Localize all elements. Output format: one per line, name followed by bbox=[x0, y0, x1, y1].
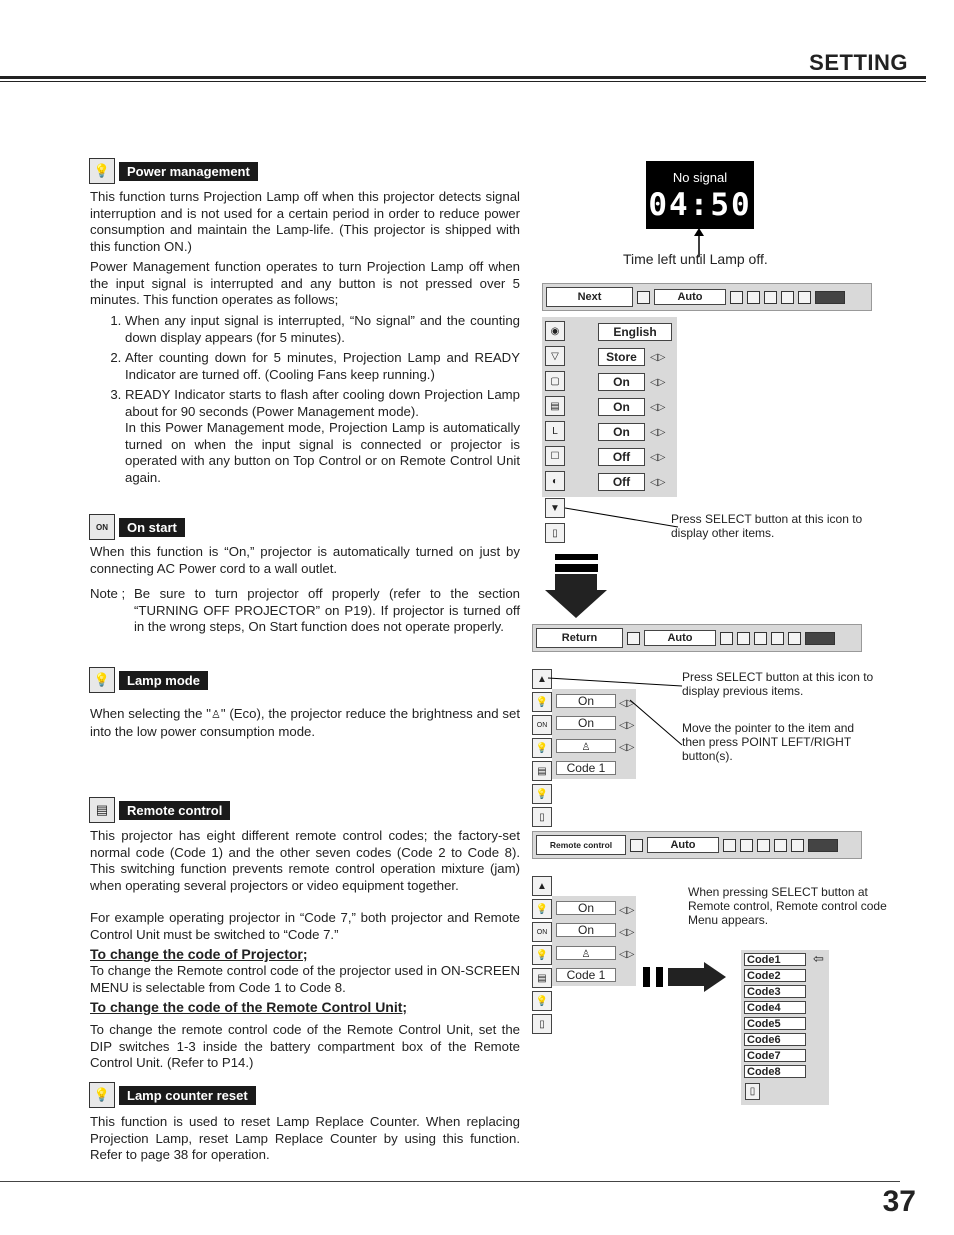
sound-icon bbox=[798, 291, 811, 304]
power-management-p1: This function turns Projection Lamp off when this projector detects signal interruption and is not used for a certain period in order to reduce power consumption and maintain the Lamp-life. (This projector is shipped with this function ON.) bbox=[90, 189, 520, 254]
no-signal-text: No signal bbox=[672, 170, 728, 185]
remote-control-label[interactable]: Remote control bbox=[536, 835, 626, 855]
on-start-icon[interactable]: ON bbox=[532, 922, 552, 942]
code-item-4[interactable]: Code4 bbox=[744, 1001, 806, 1014]
color-icon bbox=[764, 291, 777, 304]
on-start-heading bbox=[89, 514, 185, 540]
remote-control-value[interactable]: Code 1 bbox=[556, 968, 616, 982]
setting-icon[interactable] bbox=[808, 839, 838, 852]
code-item-7[interactable]: Code7 bbox=[744, 1049, 806, 1062]
callout-previous-items: Press SELECT button at this icon to display previous items. bbox=[682, 670, 874, 698]
exit-icon[interactable]: ▯ bbox=[532, 807, 552, 827]
remote-control-icon-menu[interactable]: ▤ bbox=[532, 968, 552, 988]
power-management-value[interactable]: On bbox=[556, 901, 616, 915]
power-management-icon[interactable]: 💡 bbox=[532, 899, 552, 919]
list-item: 1. When any input signal is interrupted, “No signal” and the counting down display appears (for 5 minutes). bbox=[125, 313, 520, 346]
setting-icon[interactable] bbox=[815, 291, 845, 304]
left-right-arrow-icons: ◁▷ ◁▷ ◁▷ bbox=[619, 905, 635, 960]
callout-other-items: Press SELECT button at this icon to display other items. bbox=[671, 512, 863, 540]
blue-back-value[interactable]: On bbox=[598, 373, 645, 391]
change-code-remote-heading: To change the code of the Remote Control Unit; bbox=[90, 999, 408, 1015]
blue-back-icon[interactable]: ▢ bbox=[545, 371, 565, 391]
change-code-projector-heading: To change the code of Projector; bbox=[90, 946, 308, 962]
lamp-counter-title: Lamp counter reset bbox=[119, 1086, 256, 1105]
power-management-icon[interactable]: 💡 bbox=[532, 692, 552, 712]
lamp-counter-icon[interactable]: 💡 bbox=[532, 784, 552, 804]
remote-control-title: Remote control bbox=[119, 801, 230, 820]
list-item: 3. READY Indicator starts to flash after cooling down Projection Lamp about for 90 seconds (Power Management mode). In this Power Management mode, Projection Lamp is automatically turned on when the input signal is connected or projector is operated with any button on Top Control or on Remote Control Unit again. bbox=[125, 387, 520, 486]
change-code-projector-text: To change the Remote control code of the projector used in ON-SCREEN MENU is selectable from Code 1 to Code 8. bbox=[90, 963, 520, 995]
eco-lamp-icon: ♙ bbox=[581, 742, 591, 753]
code-item-3[interactable]: Code3 bbox=[744, 985, 806, 998]
sound-icon bbox=[791, 839, 804, 852]
power-management-title: Power management bbox=[119, 162, 258, 181]
lamp-mode-icon-menu[interactable]: 💡 bbox=[532, 945, 552, 965]
header-rule bbox=[0, 76, 926, 79]
power-plug-icon: ON bbox=[89, 514, 115, 540]
callout-line bbox=[560, 500, 680, 530]
code-item-5[interactable]: Code5 bbox=[744, 1017, 806, 1030]
lamp-mode-text-a: When selecting the " bbox=[90, 706, 211, 721]
picture-icon bbox=[774, 839, 787, 852]
lamp-counter-heading bbox=[89, 1082, 256, 1108]
settings-icon-column-3 bbox=[532, 876, 552, 1034]
lamp-mode-heading bbox=[89, 667, 208, 693]
callout-lines bbox=[545, 670, 685, 770]
lamp-mode-value[interactable] bbox=[556, 946, 616, 960]
screen-icon bbox=[737, 632, 750, 645]
menu-bar-return[interactable] bbox=[532, 624, 862, 652]
display-value[interactable]: On bbox=[598, 398, 645, 416]
menu-bar-remote[interactable] bbox=[532, 831, 862, 859]
change-code-remote-text: To change the remote control code of the Remote Control Unit, set the DIP switches 1-3 inside the battery compartment box of the Remote Control Unit. (Refer to P14.) bbox=[90, 1022, 520, 1070]
lamp-counter-icon[interactable]: 💡 bbox=[532, 991, 552, 1011]
language-icon[interactable]: ◉ bbox=[545, 321, 565, 341]
lamp-mode-title: Lamp mode bbox=[119, 671, 208, 690]
list-item: 2. After counting down for 5 minutes, Projection Lamp and READY Indicator are turned off. (Cooling Fans keep running.) bbox=[125, 350, 520, 383]
lcd-caption: Time left until Lamp off. bbox=[623, 251, 768, 267]
pointer-arrow-icon: ⇦ bbox=[813, 951, 824, 966]
lamp-mode-text-b: " (Eco), the projector reduce the brightness and set into the low power consumption mode. bbox=[90, 706, 520, 739]
code-item-8[interactable]: Code8 bbox=[744, 1065, 806, 1078]
picture-icon bbox=[781, 291, 794, 304]
on-start-value[interactable]: On bbox=[556, 716, 616, 730]
color-icon bbox=[757, 839, 770, 852]
eco-lamp-icon: ♙ bbox=[581, 949, 591, 960]
power-management-p2: Power Management function operates to turn Projection Lamp off when the input signal is interrupted and any button is not pressed over 5 minutes. This function operates as follows; bbox=[90, 259, 520, 307]
left-right-arrow-icons: ◁▷ ◁▷ ◁▷ ◁▷ ◁▷ ◁▷ bbox=[650, 352, 666, 488]
power-management-value[interactable]: On bbox=[556, 694, 616, 708]
auto-field[interactable]: Auto bbox=[654, 289, 726, 305]
logo-value[interactable]: On bbox=[598, 423, 645, 441]
auto-field[interactable]: Auto bbox=[644, 630, 716, 646]
lamp-icon: 💡 bbox=[89, 158, 115, 184]
up-arrow-icon[interactable]: ▲ bbox=[532, 669, 552, 689]
left-right-arrow-icons: ◁▷ ◁▷ ◁▷ bbox=[619, 698, 635, 753]
image-icon bbox=[720, 632, 733, 645]
screen-icon bbox=[740, 839, 753, 852]
language-value[interactable]: English bbox=[598, 323, 672, 341]
picture-icon bbox=[771, 632, 784, 645]
sound-icon bbox=[788, 632, 801, 645]
remote-control-p1: This projector has eight different remote control codes; the factory-set normal code (Code 1) and the other seven codes (Code 2 to Code 8). This switching function prevents remote control operation mixture (jam) when operating several projectors or video equipment together. bbox=[90, 828, 520, 893]
footer-rule bbox=[0, 1181, 900, 1182]
input-icon bbox=[630, 839, 643, 852]
on-start-value[interactable]: On bbox=[556, 923, 616, 937]
arrow-bar bbox=[643, 967, 650, 987]
color-icon bbox=[754, 632, 767, 645]
down-arrow-icon[interactable]: ▼ bbox=[545, 498, 565, 518]
arrow-bar bbox=[555, 554, 598, 560]
right-arrow-graphic bbox=[668, 962, 728, 992]
lamp-mode-icon: 💡 bbox=[89, 667, 115, 693]
keystone-value[interactable]: Store bbox=[598, 348, 645, 366]
logo-icon[interactable]: L bbox=[545, 421, 565, 441]
remote-code-menu bbox=[741, 950, 829, 1105]
image-icon bbox=[723, 839, 736, 852]
header-rule-thin bbox=[0, 81, 926, 82]
remote-control-value[interactable]: Code 1 bbox=[556, 761, 616, 775]
countdown-timer: 04:50 bbox=[648, 187, 752, 223]
lamp-reset-icon: 💡 bbox=[89, 1082, 115, 1108]
return-button[interactable]: Return bbox=[536, 628, 623, 648]
arrow-bar bbox=[555, 564, 598, 572]
note-label: Note ; bbox=[90, 586, 126, 601]
no-signal-display bbox=[646, 161, 754, 229]
on-start-icon[interactable]: ON bbox=[532, 715, 552, 735]
up-arrow-icon[interactable]: ▲ bbox=[532, 876, 552, 896]
eco-lamp-icon: ♙ bbox=[210, 709, 221, 721]
next-button[interactable]: Next bbox=[546, 287, 633, 307]
menu-bar-next[interactable] bbox=[542, 283, 872, 311]
rear-value[interactable]: Off bbox=[598, 473, 645, 491]
lamp-mode-p1 bbox=[90, 706, 520, 740]
arrow-bar bbox=[656, 967, 663, 987]
remote-control-heading bbox=[89, 797, 230, 823]
callout-remote-menu: When pressing SELECT button at Remote control, Remote control code Menu appears. bbox=[688, 885, 887, 927]
on-start-note: Be sure to turn projector off properly (refer to the section “TURNING OFF PROJECTOR” on P19). If projector is turned off in the wrong steps, On Start function does not operate properly. bbox=[134, 586, 520, 634]
code-item-1[interactable]: Code1 bbox=[744, 953, 806, 966]
auto-field[interactable]: Auto bbox=[647, 837, 719, 853]
remote-code-list bbox=[744, 953, 806, 1078]
callout-move-pointer: Move the pointer to the item and then press POINT LEFT/RIGHT button(s). bbox=[682, 721, 855, 763]
exit-icon[interactable]: ▯ bbox=[745, 1083, 760, 1100]
lamp-mode-icon-menu[interactable]: 💡 bbox=[532, 738, 552, 758]
remote-control-icon-menu[interactable]: ▤ bbox=[532, 761, 552, 781]
power-management-heading bbox=[89, 158, 258, 184]
remote-control-icon: ▤ bbox=[89, 797, 115, 823]
page-number: 37 bbox=[882, 1185, 916, 1218]
on-start-title: On start bbox=[119, 518, 185, 537]
image-icon bbox=[730, 291, 743, 304]
display-icon[interactable]: ▤ bbox=[545, 396, 565, 416]
ceiling-icon[interactable]: ☐ bbox=[545, 446, 565, 466]
lamp-counter-p1: This function is used to reset Lamp Replace Counter. When replacing Projection Lamp, reset Lamp Replace Counter by using this function. Refer to page 38 for operation. bbox=[90, 1114, 520, 1162]
on-start-p1: When this function is “On,” projector is automatically turned on just by connecting AC Power cord to a wall outlet. bbox=[90, 544, 520, 576]
code-item-2[interactable]: Code2 bbox=[744, 969, 806, 982]
setting-icon[interactable] bbox=[805, 632, 835, 645]
power-management-steps bbox=[90, 313, 520, 490]
settings-icon-column bbox=[545, 321, 565, 491]
remote-control-p2: For example operating projector in “Code 7,” both projector and Remote Control Unit must be switched to “Code 7.” bbox=[90, 910, 520, 942]
down-arrow-graphic bbox=[545, 574, 607, 618]
input-icon bbox=[637, 291, 650, 304]
page-header-title: SETTING bbox=[809, 50, 908, 75]
exit-icon[interactable]: ▯ bbox=[532, 1014, 552, 1034]
keystone-icon[interactable]: ▽ bbox=[545, 346, 565, 366]
screen-icon bbox=[747, 291, 760, 304]
exit-icon[interactable]: ▯ bbox=[545, 523, 565, 543]
rear-icon[interactable]: ◐ bbox=[545, 471, 565, 491]
input-icon bbox=[627, 632, 640, 645]
code-item-6[interactable]: Code6 bbox=[744, 1033, 806, 1046]
ceiling-value[interactable]: Off bbox=[598, 448, 645, 466]
